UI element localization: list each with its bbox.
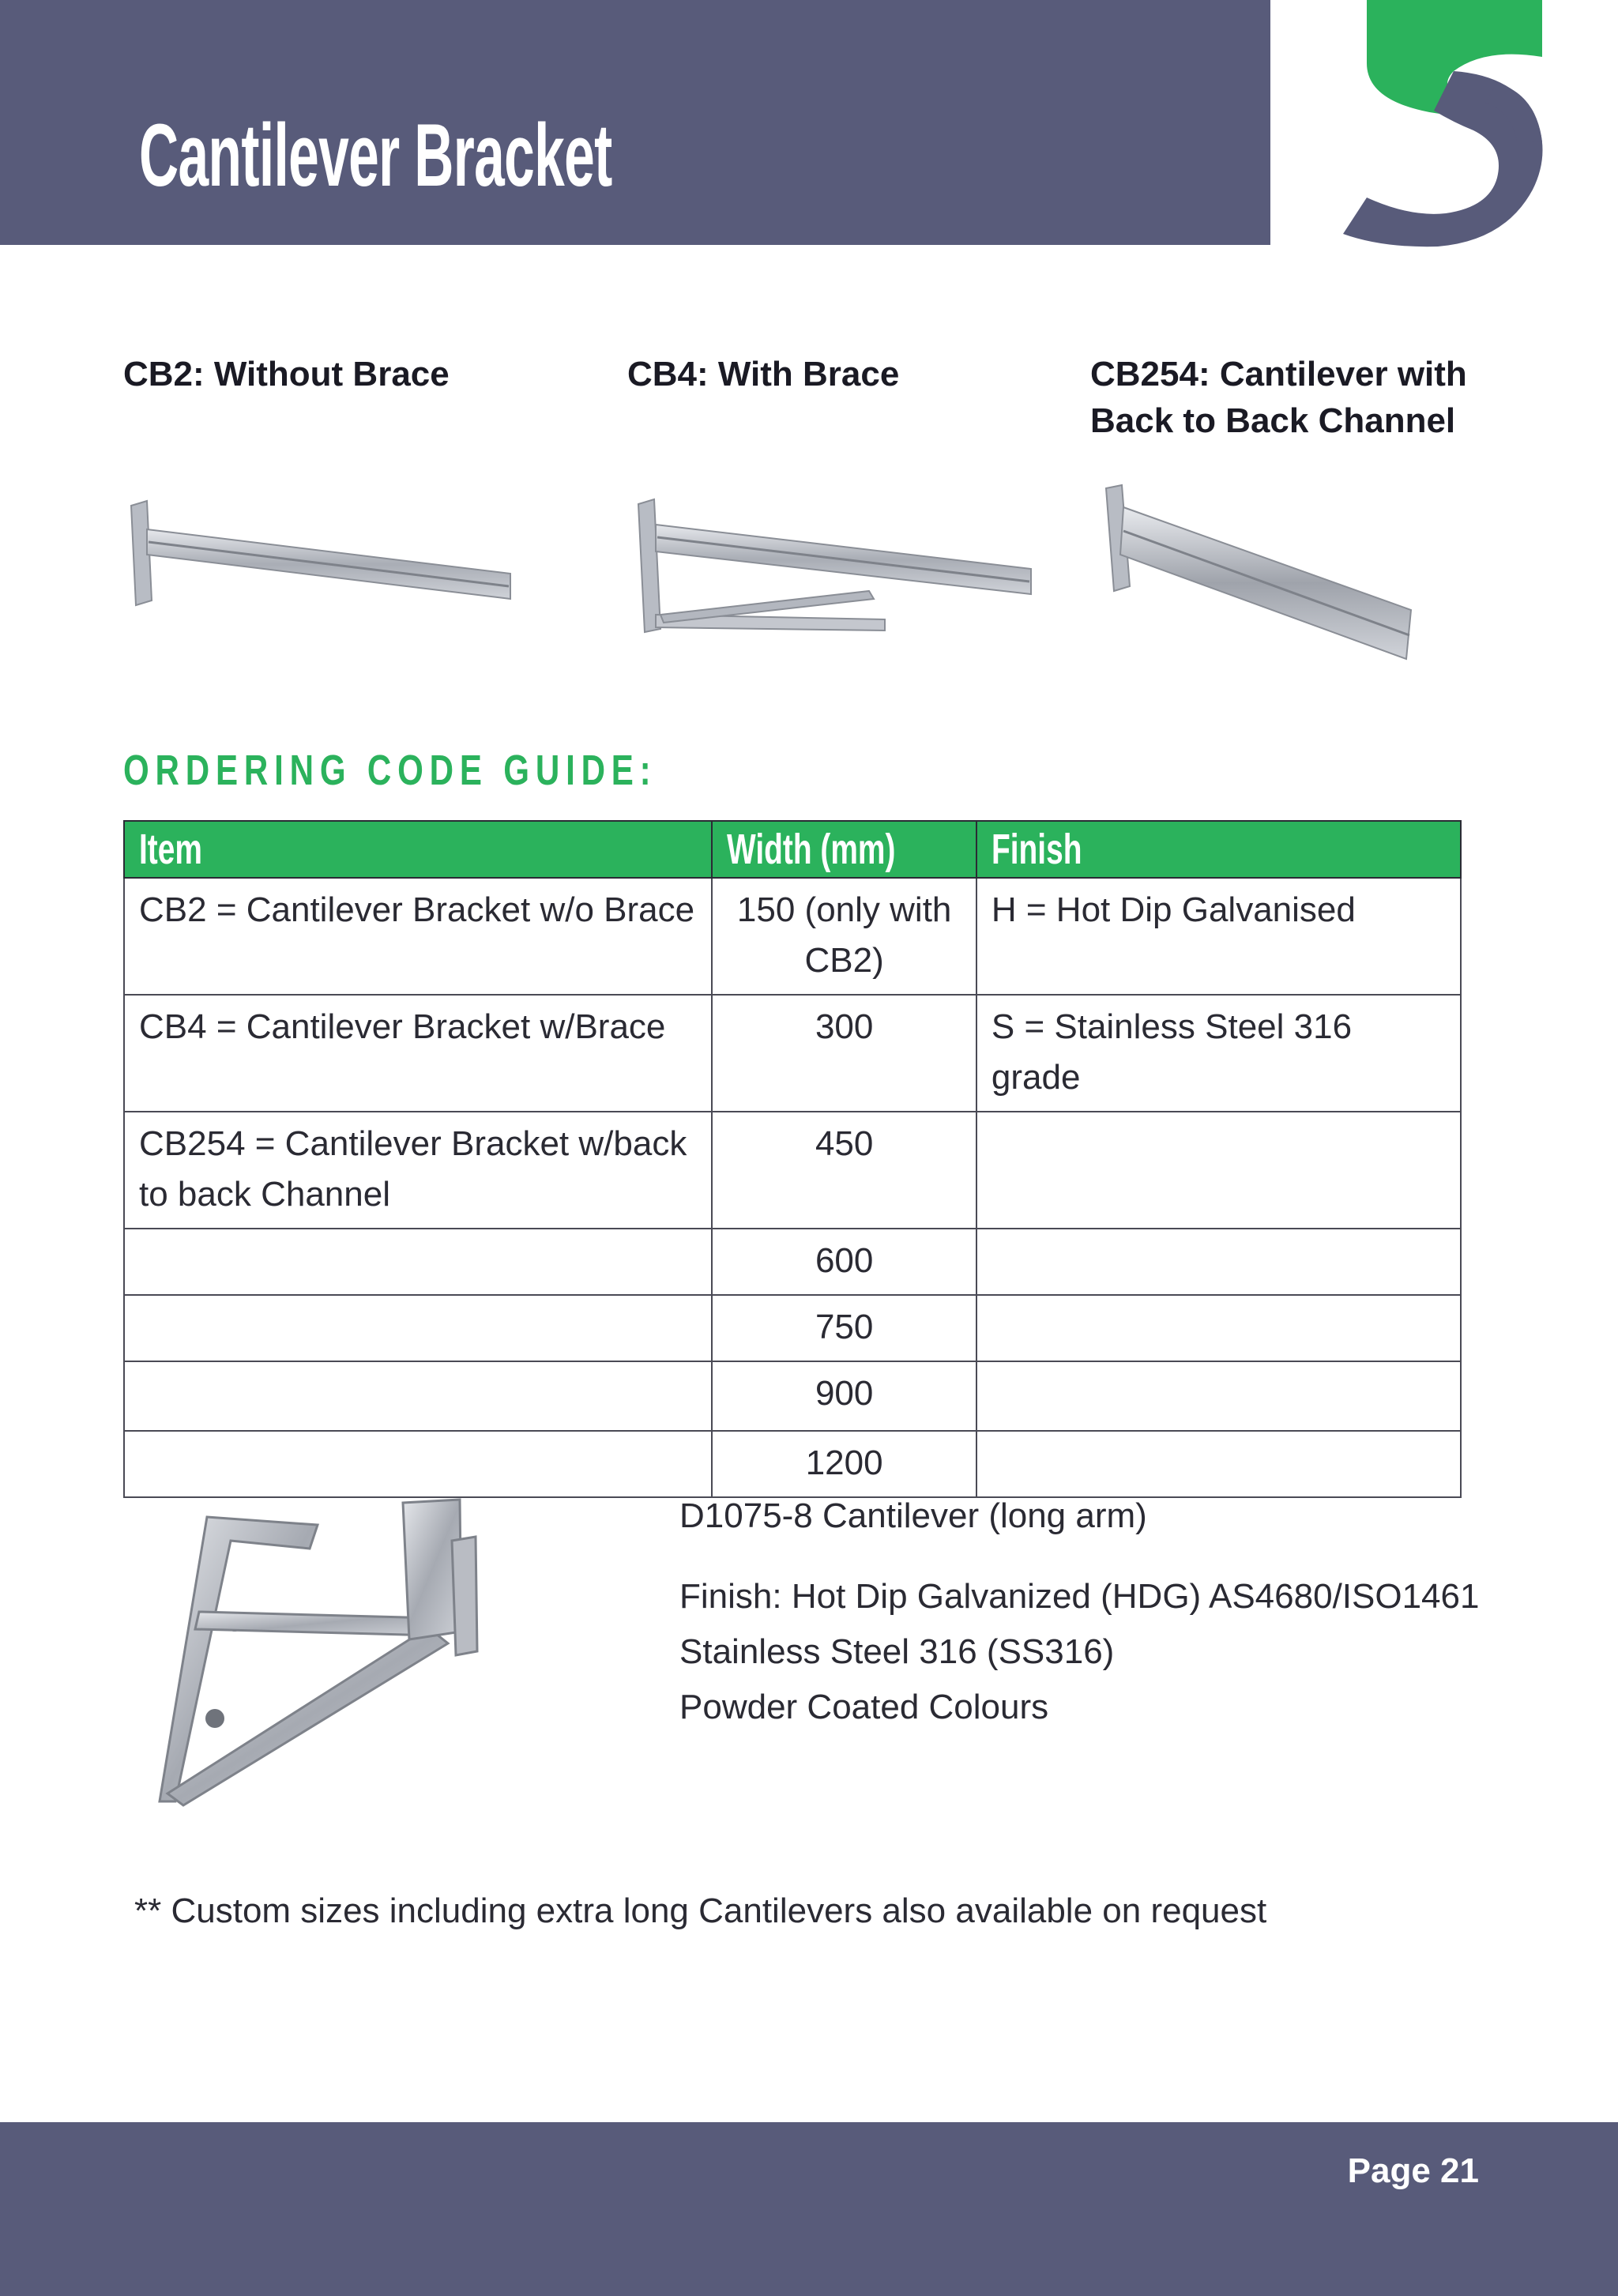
finish-cell — [976, 1295, 1461, 1361]
d1075-finish-line: Powder Coated Colours — [679, 1688, 1049, 1726]
cantilever-bracket-no-brace-image — [123, 498, 526, 624]
product-label-cb4: CB4: With Brace — [627, 355, 900, 393]
finish-cell: H = Hot Dip Galvanised — [976, 878, 1461, 995]
width-cell: 900 — [712, 1361, 976, 1431]
width-cell: 450 — [712, 1112, 976, 1229]
s-logo-icon — [1335, 0, 1548, 253]
item-cell: CB4 = Cantilever Bracket w/Brace — [124, 995, 712, 1112]
ordering-code-table — [123, 820, 1462, 1498]
item-cell — [124, 1229, 712, 1295]
d1075-finish-line: Stainless Steel 316 (SS316) — [679, 1632, 1115, 1671]
width-cell: 750 — [712, 1295, 976, 1361]
width-cell: 300 — [712, 995, 976, 1112]
column-header-width: Width (mm) — [712, 821, 976, 878]
ordering-code-guide-heading: ORDERING CODE GUIDE: — [123, 747, 657, 794]
product-label-cb2: CB2: Without Brace — [123, 355, 450, 393]
d1075-title: D1075-8 Cantilever (long arm) — [679, 1496, 1147, 1535]
width-cell: 150 (only with CB2) — [712, 878, 976, 995]
header-band — [0, 0, 1270, 245]
table-row — [124, 995, 1461, 1112]
item-cell: CB2 = Cantilever Bracket w/o Brace — [124, 878, 712, 995]
width-cell: 1200 — [712, 1431, 976, 1497]
cantilever-bracket-with-brace-image — [632, 496, 1043, 638]
item-cell: CB254 = Cantilever Bracket w/back to back Channel — [124, 1112, 712, 1229]
table-row — [124, 878, 1461, 995]
column-header-finish: Finish — [976, 821, 1461, 878]
page-title: Cantilever Bracket — [139, 106, 612, 205]
d1075-info — [679, 1489, 1479, 1735]
item-cell — [124, 1361, 712, 1431]
finish-cell — [976, 1112, 1461, 1229]
page-number: Page 21 — [1347, 2151, 1479, 2190]
finish-cell — [976, 1229, 1461, 1295]
table-row — [124, 1295, 1461, 1361]
table-row — [124, 1361, 1461, 1431]
product-label-cb254-line2: Back to Back Channel — [1090, 401, 1456, 440]
finish-cell — [976, 1431, 1461, 1497]
d1075-finish-line: Finish: Hot Dip Galvanized (HDG) AS4680/ISO1461 — [679, 1577, 1480, 1616]
table-row — [124, 1229, 1461, 1295]
item-cell — [124, 1295, 712, 1361]
width-cell: 600 — [712, 1229, 976, 1295]
custom-sizes-footnote: ** Custom sizes including extra long Cantilevers also available on request — [134, 1891, 1267, 1930]
item-cell — [124, 1431, 712, 1497]
finish-cell — [976, 1361, 1461, 1431]
column-header-item: Item — [124, 821, 712, 878]
d1075-cantilever-long-arm-image — [152, 1493, 610, 1825]
table-row — [124, 1112, 1461, 1229]
finish-cell: S = Stainless Steel 316 grade — [976, 995, 1461, 1112]
cantilever-bracket-back-to-back-image — [1103, 484, 1419, 665]
product-label-cb254-line1: CB254: Cantilever with — [1090, 355, 1467, 393]
table-header-row — [124, 821, 1461, 878]
table-row — [124, 1431, 1461, 1497]
